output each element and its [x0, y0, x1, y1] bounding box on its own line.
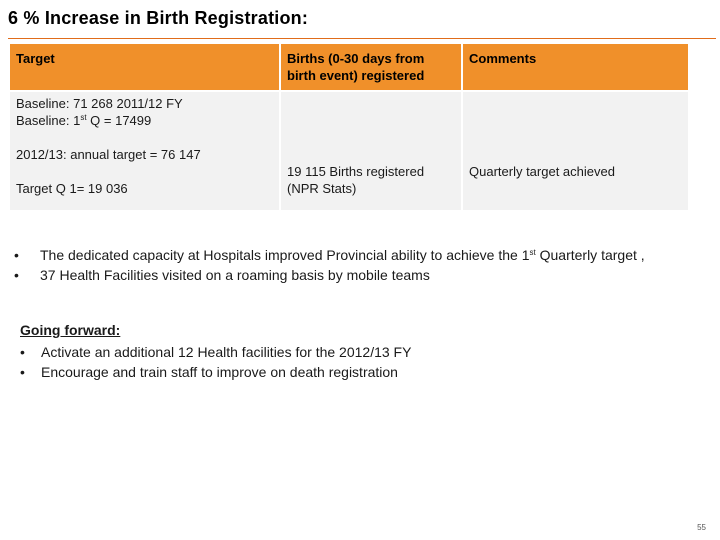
cell-comments: [462, 91, 688, 210]
table-row: [10, 91, 688, 210]
list-item: • Activate an additional 12 Health facilities for the 2012/13 FY: [20, 344, 412, 360]
bullet-icon: •: [14, 247, 19, 263]
baseline-fy-text: Baseline: 71 268 2011/12 FY: [16, 96, 183, 111]
bullet-icon: •: [20, 344, 25, 360]
baseline-quarter-text: Baseline: 1st Q = 17499: [16, 113, 152, 128]
header-comments: Comments: [462, 44, 688, 91]
cell-births-registered: [280, 91, 462, 210]
title-divider: [8, 38, 716, 39]
achievement-bullets: [14, 245, 704, 285]
births-source-note: (NPR Stats): [287, 181, 357, 196]
comment-text: Quarterly target achieved: [469, 164, 615, 179]
header-births-registered: Births (0-30 days from birth event) registered: [280, 44, 462, 91]
bullet-icon: •: [20, 364, 25, 380]
cell-target: [10, 91, 280, 210]
birth-registration-table: [10, 44, 688, 210]
list-item: • 37 Health Facilities visited on a roaming basis by mobile teams: [14, 267, 430, 283]
page-number: 55: [697, 523, 706, 532]
quarter-target-text: Target Q 1= 19 036: [16, 181, 128, 196]
slide-title: 6 % Increase in Birth Registration:: [8, 8, 309, 28]
header-target: Target: [10, 44, 280, 91]
going-forward-heading: Going forward:: [20, 322, 121, 338]
list-item: • Encourage and train staff to improve on death registration: [20, 364, 398, 380]
list-item: • The dedicated capacity at Hospitals improved Provincial ability to achieve the 1st Quarterly target ,: [14, 247, 645, 263]
annual-target-text: 2012/13: annual target = 76 147: [16, 147, 201, 162]
births-registered-value: 19 115 Births registered: [287, 164, 425, 179]
bullet-icon: •: [14, 267, 19, 283]
table-header-row: [10, 44, 688, 91]
going-forward-list: [20, 342, 700, 382]
